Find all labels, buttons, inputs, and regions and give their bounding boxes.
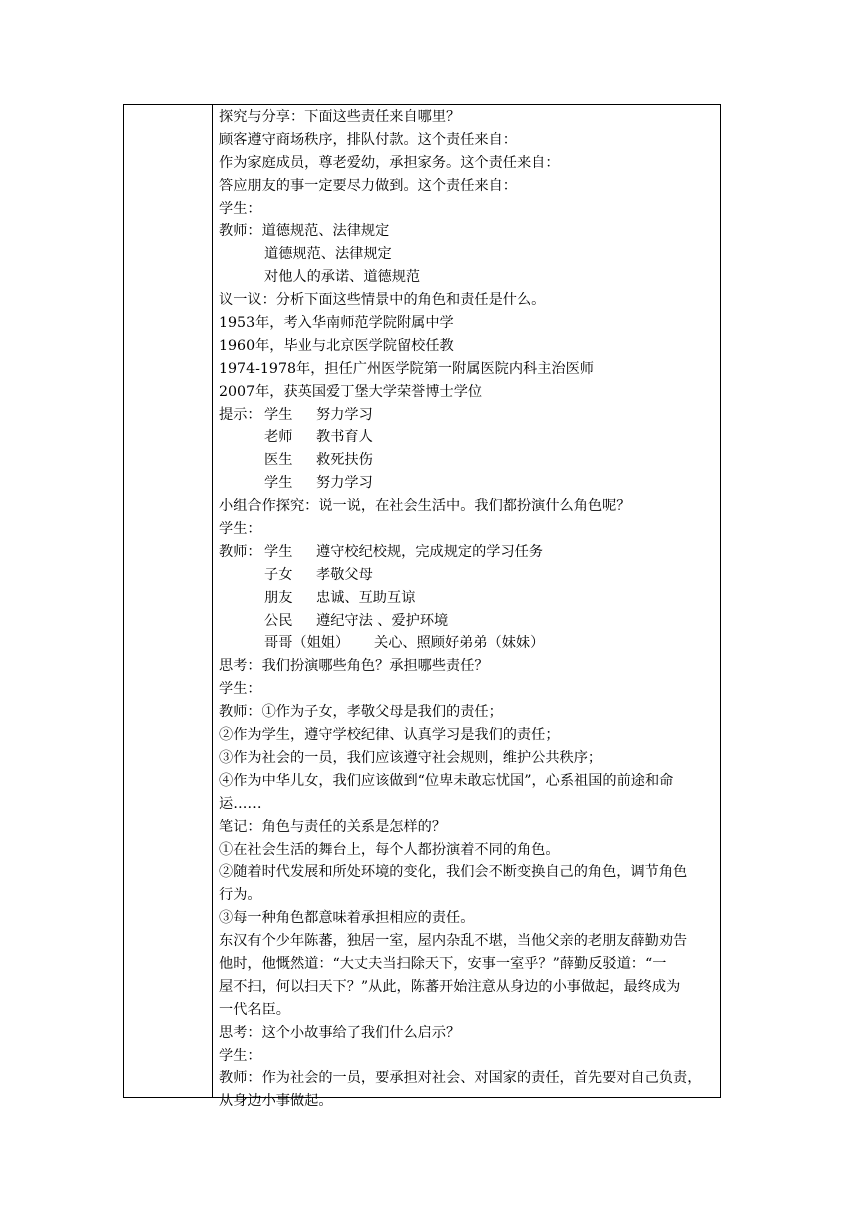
text-line: ②随着时代发展和所处环境的变化，我们会不断变换自己的角色，调节角色	[219, 864, 688, 881]
hint-prefix: 提示：	[219, 406, 262, 423]
text-line: 1953年，考入华南师范学院附属中学	[219, 315, 454, 332]
text-line: 1974-1978年，担任广州医学院第一附属医院内科主治医师	[219, 360, 594, 377]
text-line: 一代名臣。	[219, 1001, 290, 1018]
text-line: 从身边小事做起。	[219, 1093, 333, 1110]
hint-role: 医生	[264, 452, 293, 469]
group-teacher-prefix: 教师：	[219, 543, 262, 560]
text-line: 学生：	[219, 200, 262, 217]
group-row	[219, 632, 715, 655]
group-role: 公民	[264, 612, 293, 629]
text-line: 对他人的承诺、道德规范	[264, 269, 421, 286]
text-line: 1960年，毕业与北京医学院留校任教	[219, 337, 454, 354]
hint-role: 学生	[264, 475, 293, 492]
text-line: 教师：道德规范、法律规定	[219, 223, 390, 240]
text-line: 作为家庭成员，尊老爱幼，承担家务。这个责任来自：	[219, 154, 560, 171]
group-row	[219, 610, 715, 633]
lesson-table	[123, 104, 721, 1110]
text-line: ②作为学生，遵守学校纪律、认真学习是我们的责任；	[219, 727, 560, 744]
group-duty: 关心、照顾好弟弟（妹妹）	[374, 635, 545, 652]
hint-duty: 教书育人	[316, 429, 373, 446]
hint-row	[219, 404, 715, 427]
group-role: 子女	[264, 566, 293, 583]
group-role: 朋友	[264, 589, 293, 606]
text-line: 道德规范、法律规定	[264, 246, 392, 263]
text-line: ③作为社会的一员，我们应该遵守社会规则，维护公共秩序；	[219, 749, 603, 766]
text-line: ④作为中华儿女，我们应该做到“位卑未敢忘忧国”，心系祖国的前途和命	[219, 772, 674, 789]
text-line: 屋不扫，何以扫天下？”从此，陈蕃开始注意从身边的小事做起，最终成为	[219, 978, 681, 995]
lesson-content	[219, 106, 715, 1113]
group-duty: 孝敬父母	[316, 566, 373, 583]
hint-duty: 努力学习	[316, 475, 373, 492]
hint-role: 学生	[264, 406, 293, 423]
text-line: 思考：我们扮演哪些角色？承担哪些责任？	[219, 658, 489, 675]
text-line: 教师：作为社会的一员，要承担对社会、对国家的责任，首先要对自己负责，	[219, 1070, 702, 1087]
text-line: 答应朋友的事一定要尽力做到。这个责任来自：	[219, 177, 517, 194]
text-line: 他时，他慨然道：“大丈夫当扫除天下，安事一室乎？”薛勤反驳道：“一	[219, 955, 667, 972]
text-line: 议一议：分析下面这些情景中的角色和责任是什么。	[219, 292, 546, 309]
hint-duty: 救死扶伤	[316, 452, 373, 469]
text-line: 东汉有个少年陈蕃，独居一室，屋内杂乱不堪，当他父亲的老朋友薛勤劝告	[219, 933, 688, 950]
hint-row	[219, 449, 715, 472]
hint-role: 老师	[264, 429, 293, 446]
group-role: 哥哥（姐姐）	[264, 635, 350, 652]
text-line: 思考：这个小故事给了我们什么启示？	[219, 1024, 461, 1041]
group-row	[219, 541, 715, 564]
text-line: 探究与分享：下面这些责任来自哪里？	[219, 109, 461, 125]
text-line: ③每一种角色都意味着承担相应的责任。	[219, 910, 475, 927]
text-line: 笔记：角色与责任的关系是怎样的？	[219, 818, 447, 835]
group-question: 小组合作探究：说一说，在社会生活中。我们都扮演什么角色呢？	[219, 498, 631, 515]
group-duty: 忠诚、互助互谅	[316, 589, 416, 606]
text-line: 运……	[219, 795, 262, 812]
text-line: 行为。	[219, 887, 262, 904]
group-student: 学生：	[219, 521, 262, 538]
text-line: 2007年，获英国爱丁堡大学荣誉博士学位	[219, 383, 483, 400]
group-duty: 遵纪守法 、爱护环境	[316, 612, 449, 629]
group-row	[219, 564, 715, 587]
text-line: 学生：	[219, 1047, 262, 1064]
hint-row	[219, 472, 715, 495]
text-line: 学生：	[219, 681, 262, 698]
text-line: ①在社会生活的舞台上，每个人都扮演着不同的角色。	[219, 841, 560, 858]
column-divider	[212, 105, 213, 1097]
group-role: 学生	[264, 543, 293, 560]
hint-duty: 努力学习	[316, 406, 373, 423]
left-empty-cell	[124, 105, 212, 1097]
text-line: 教师：①作为子女，孝敬父母是我们的责任；	[219, 704, 503, 721]
group-row	[219, 587, 715, 610]
hint-row	[219, 426, 715, 449]
group-duty: 遵守校纪校规，完成规定的学习任务	[316, 543, 544, 560]
text-line: 顾客遵守商场秩序，排队付款。这个责任来自：	[219, 131, 517, 148]
